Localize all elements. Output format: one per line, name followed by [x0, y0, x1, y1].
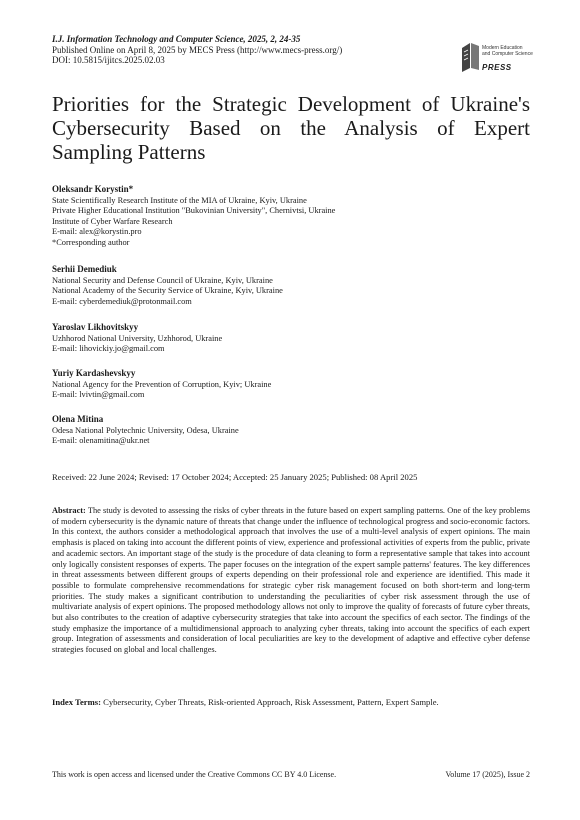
author-name: Serhii Demediuk [52, 264, 117, 274]
author-block [52, 413, 530, 447]
author-email[interactable]: E-mail: lvivtin@gmail.com [52, 390, 145, 400]
affiliation: National Agency for the Prevention of Corruption, Kyiv; Ukraine [52, 380, 272, 389]
author-block [52, 321, 530, 355]
author-name: Yaroslav Likhovitskyy [52, 322, 139, 332]
logo-press: PRESS [482, 63, 512, 72]
index-terms-label: Index Terms: [52, 697, 101, 707]
author-email[interactable]: E-mail: olenamitina@ukr.net [52, 436, 150, 446]
affiliation: National Security and Defense Council of Ukraine, Kyiv, Ukraine [52, 276, 273, 285]
author-email[interactable]: E-mail: alex@korystin.pro [52, 227, 142, 237]
journal-citation: I.J. Information Technology and Computer Science, 2025, 2, 24-35 [52, 34, 301, 44]
author-name: Yuriy Kardashevskyy [52, 368, 136, 378]
affiliation: Uzhhorod National University, Uzhhorod, Ukraine [52, 334, 223, 343]
affiliation: Private Higher Educational Institution "Bukovinian University", Chernivtsi, Ukraine [52, 206, 336, 216]
volume-issue: Volume 17 (2025), Issue 2 [445, 770, 530, 779]
author-block [52, 263, 530, 307]
mecs-press-logo [460, 40, 538, 74]
submission-dates: Received: 22 June 2024; Revised: 17 October 2024; Accepted: 25 January 2025; Published: 08 April 2025 [52, 472, 418, 482]
affiliation: Odesa National Polytechnic University, Odesa, Ukraine [52, 426, 239, 435]
affiliation: National Academy of the Security Service of Ukraine, Kyiv, Ukraine [52, 286, 283, 296]
journal-header [52, 34, 452, 66]
abstract-label: Abstract: [52, 506, 86, 515]
book-icon [460, 40, 482, 74]
author-block [52, 183, 530, 248]
author-block [52, 367, 530, 401]
affiliation: Institute of Cyber Warfare Research [52, 216, 173, 226]
author-name: Olena Mitina [52, 414, 104, 424]
paper-title: Priorities for the Strategic Development of Ukraine's Cybersecurity Based on the Analysis of Expert Sampling Patterns [52, 92, 530, 164]
license-note: This work is open access and licensed under the Creative Commons CC BY 4.0 License. [52, 770, 337, 779]
doi[interactable]: DOI: 10.5815/ijitcs.2025.02.03 [52, 55, 165, 65]
author-name: Oleksandr Korystin* [52, 184, 134, 194]
author-email[interactable]: E-mail: lihovickiy.jo@gmail.com [52, 344, 165, 354]
author-email[interactable]: E-mail: cyberdemediuk@protonmail.com [52, 296, 192, 306]
affiliation: State Scientifically Research Institute of the MIA of Ukraine, Kyiv, Ukraine [52, 196, 307, 205]
abstract-text: The study is devoted to assessing the risks of cyber threats in the future based on expert sampling patterns. One of the key problems of modern cybersecurity is the dynamic nature of threats that change under the influence of technological progress and socio-economic factors. In this context, the authors consider a methodological approach that involves the use of a multi-level analysis of expert opinions. The main emphasis is placed on taking into account the different points of view, experience and professional activities of experts from the public, private and academic sectors. An important stage of the study is the procedure of data cleaning to form a representative sample that takes into account only logically consistent responses of experts. The paper focuses on the integration of the expert sample patterns' features. The key differences in threat assessments between different groups of experts depending on their professional role and experience are identified. This made it possible to formulate comprehensive recommendations for strategic cyber risk management focused on both short-term and long-term priorities. The study makes a significant contribution to understanding the peculiarities of cyber risk assessment through the use of multivariate analysis of expert opinions. The proposed methodology allows not only to improve the quality of forecasts of future cyber threats, but also contributes to the creation of adaptive cybersecurity strategies that take into account the specifics of each sector. The findings of the study emphasize the importance of a multidimensional approach to analyzing cyber threats, taking into account the specifics of each expert group. Integration of assessments and consideration of local peculiarities are key to the development of adaptive and effective cyber defense strategies focused on global and local challenges. [52, 506, 531, 655]
publication-info: Published Online on April 8, 2025 by MECS Press (http://www.mecs-press.org/) [52, 44, 343, 55]
index-terms-text: Cybersecurity, Cyber Threats, Risk-oriented Approach, Risk Assessment, Pattern, Expert Sample. [103, 697, 439, 707]
index-terms [52, 697, 530, 708]
logo-text: Modern Education and Computer Science [482, 45, 533, 57]
corresponding-note: *Corresponding author [52, 237, 130, 247]
abstract [52, 506, 530, 656]
